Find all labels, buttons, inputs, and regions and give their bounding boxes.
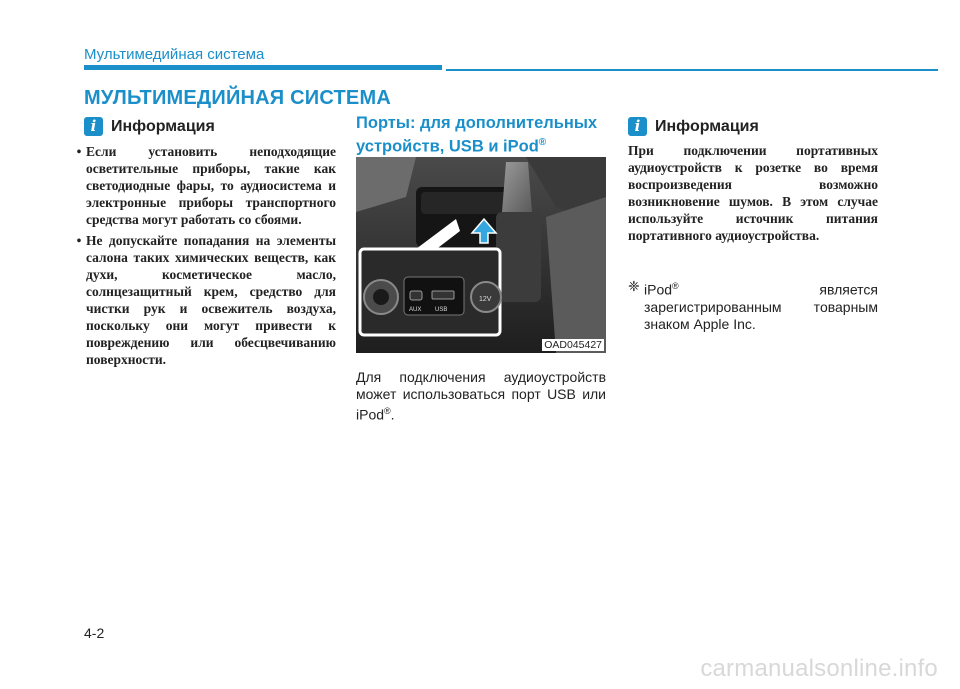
info-right-body [628, 142, 878, 244]
console-photo [356, 157, 606, 353]
note-mark: ❈ [628, 278, 640, 294]
info-heading-right-label: Информация [655, 117, 759, 135]
page-number: 4-2 [84, 625, 105, 641]
bullet-item: • Не допускайте попадания на элементы салона таких химических веществ, как духи, косметическое масло, солнцезащитный крем, средство для чистки рук и освежитель воздуха, поскольку они могут привести к повреждению или обесцвечиванию поверхности. [76, 233, 336, 367]
ports-body: Для подключения аудиоустройств может использоваться порт USB или iPod®. [356, 369, 606, 423]
info-icon: i [628, 117, 647, 136]
bullet-item: • Если установить неподходящие осветительные приборы, такие как светодиодные фары, то аудиосистема и электронные приборы транспортного средства могут работать со сбоями. [76, 144, 336, 227]
section-title: Порты: для дополнительных устройств, USB и iPod® [356, 114, 598, 156]
info-left-body [72, 143, 336, 372]
header-rule-thick [84, 65, 442, 70]
trademark-note: ❈ iPod® является зарегистрированным товарным знаком Apple Inc. [628, 278, 878, 332]
watermark: carmanualsonline.info [700, 655, 938, 682]
port-label-power: 12V [479, 296, 492, 303]
chapter-title: МУЛЬТИМЕДИЙНАЯ СИСТЕМА [84, 87, 391, 109]
running-header: Мультимедийная система [84, 46, 265, 63]
header-rule-thin [446, 69, 938, 71]
info-icon: i [84, 117, 103, 136]
info-right-text: При подключении портативных аудиоустройств к розетке во время воспроизведения возможно возникновение шумов. В этом случае используйте источник питания портативного аудиоустройства. [628, 143, 878, 243]
photo-code: OAD045427 [544, 339, 602, 351]
info-heading-right [628, 117, 759, 136]
port-label-usb: USB [435, 307, 448, 313]
bullet-text: Если установить неподходящие осветительные приборы, такие как светодиодные фары, то аудиосистема и электронные приборы транспортного средства могут работать со сбоями. [86, 144, 336, 227]
info-heading-left-label: Информация [111, 117, 215, 135]
console-illustration [356, 157, 606, 353]
bullet-text: Не допускайте попадания на элементы салона таких химических веществ, как духи, косметическое масло, солнцезащитный крем, средство для чистки рук и освежитель воздуха, поскольку они могут привести к повреждению или обесцвечиванию поверхности. [86, 233, 336, 367]
port-label-aux: AUX [409, 307, 422, 313]
info-heading-left [84, 117, 215, 136]
